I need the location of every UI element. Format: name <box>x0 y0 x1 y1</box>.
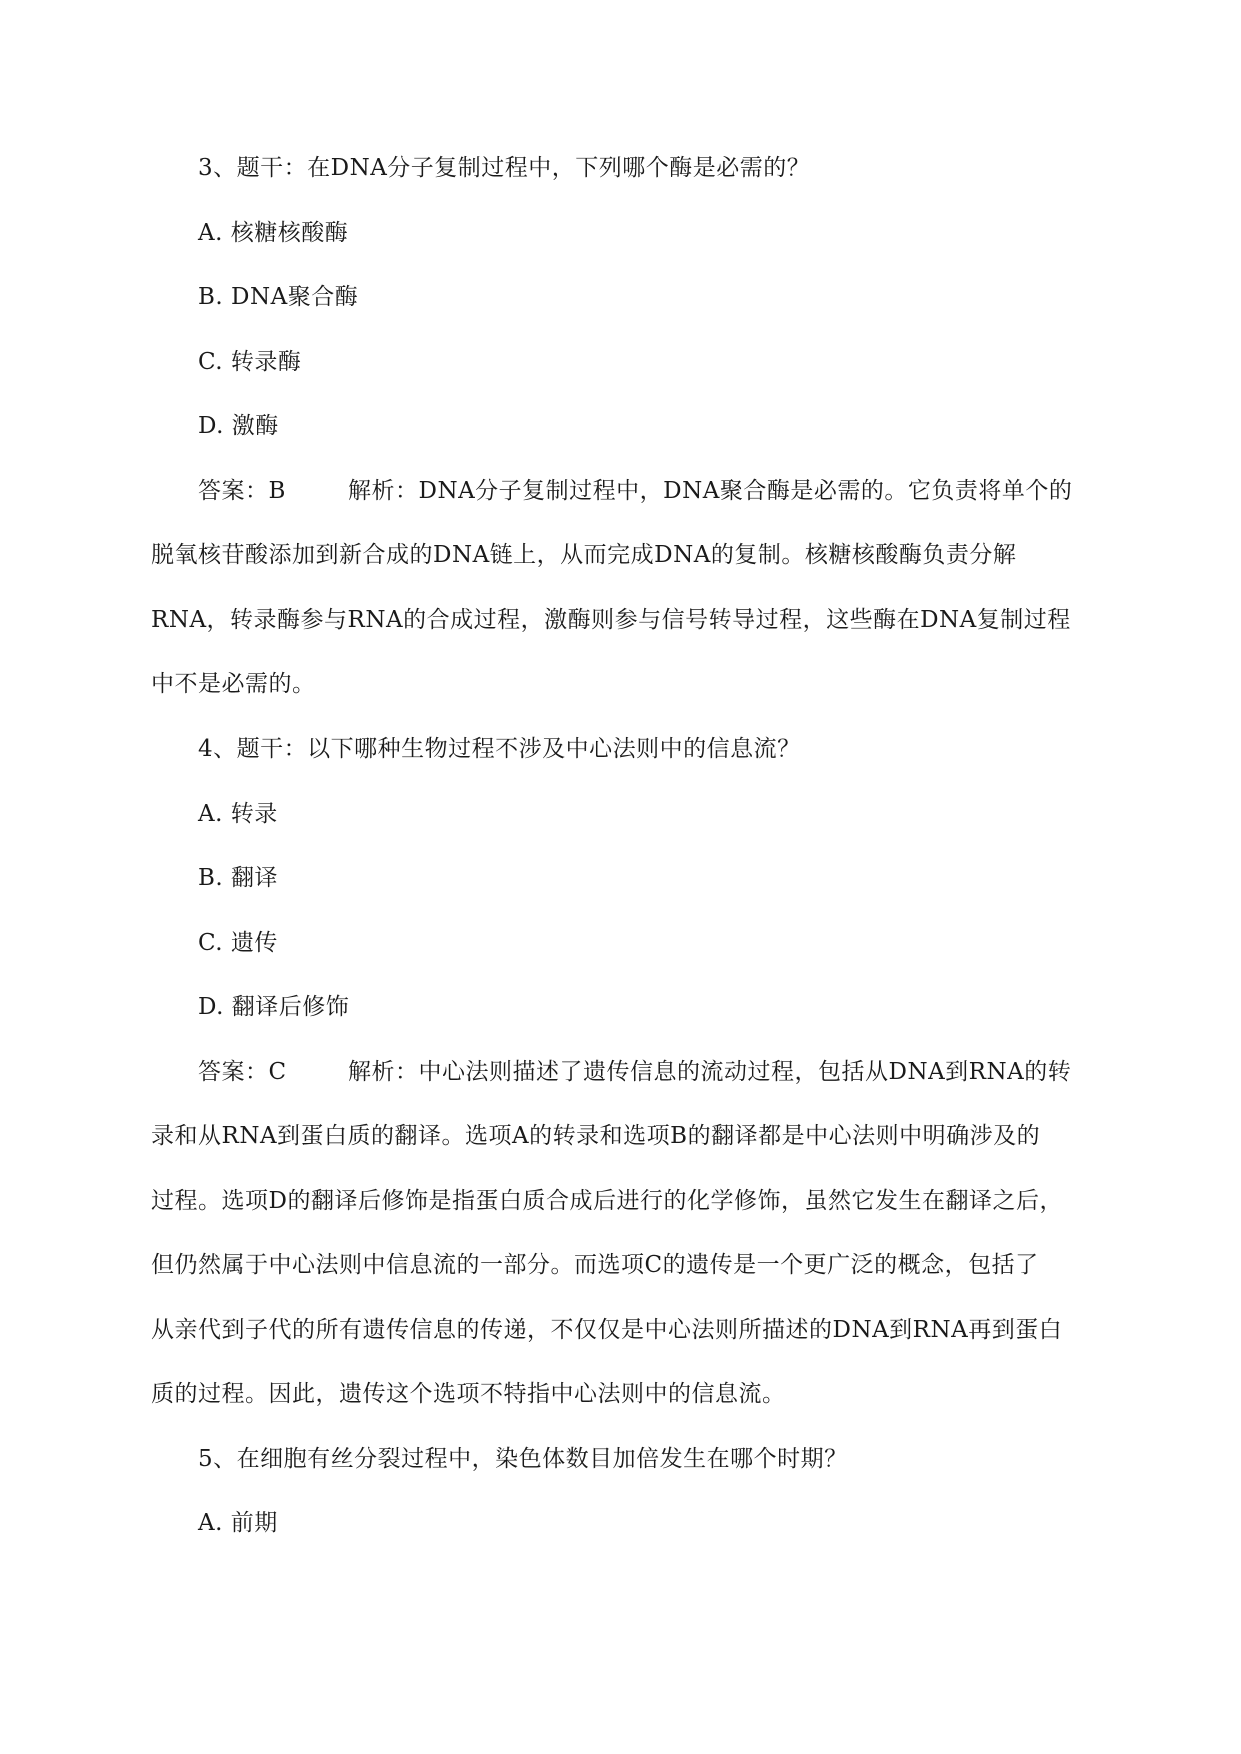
question-3-option-b: B. DNA聚合酶 <box>198 284 359 310</box>
question-4-option-a: A. 转录 <box>198 801 278 827</box>
question-4-analysis-line-5: 从亲代到子代的所有遗传信息的传递，不仅仅是中心法则所描述的DNA到RNA再到蛋白 <box>151 1317 1063 1343</box>
question-4-analysis-line-1: 解析：中心法则描述了遗传信息的流动过程，包括从DNA到RNA的转 <box>348 1059 1072 1085</box>
question-3-option-d: D. 激酶 <box>198 413 279 439</box>
question-4-analysis-line-4: 但仍然属于中心法则中信息流的一部分。而选项C的遗传是一个更广泛的概念，包括了 <box>151 1252 1039 1278</box>
question-5-option-a: A. 前期 <box>198 1510 278 1536</box>
question-4-answer: 答案：C <box>198 1059 287 1085</box>
question-4-stem: 4、题干：以下哪种生物过程不涉及中心法则中的信息流？ <box>198 736 801 762</box>
question-3-option-c: C. 转录酶 <box>198 349 302 375</box>
question-4-option-b: B. 翻译 <box>198 865 279 891</box>
question-4-analysis-line-2: 录和从RNA到蛋白质的翻译。选项A的转录和选项B的翻译都是中心法则中明确涉及的 <box>151 1123 1041 1149</box>
question-4-analysis-line-6: 质的过程。因此，遗传这个选项不特指中心法则中的信息流。 <box>151 1381 786 1407</box>
question-4-option-c: C. 遗传 <box>198 930 278 956</box>
question-4-option-d: D. 翻译后修饰 <box>198 994 350 1020</box>
question-4-analysis-line-3: 过程。选项D的翻译后修饰是指蛋白质合成后进行的化学修饰，虽然它发生在翻译之后， <box>151 1188 1063 1214</box>
question-3-analysis-line-3: RNA，转录酶参与RNA的合成过程，激酶则参与信号转导过程，这些酶在DNA复制过程 <box>151 607 1071 633</box>
question-3-answer: 答案：B <box>198 478 286 504</box>
question-4-answer-row <box>198 1057 1071 1087</box>
question-3-analysis-line-4: 中不是必需的。 <box>151 671 316 697</box>
question-3-answer-row <box>198 476 1072 506</box>
question-3-stem: 3、题干：在DNA分子复制过程中，下列哪个酶是必需的？ <box>198 155 811 181</box>
question-3-analysis-line-2: 脱氧核苷酸添加到新合成的DNA链上，从而完成DNA的复制。核糖核酸酶负责分解 <box>151 542 1017 568</box>
question-3-analysis-line-1: 解析：DNA分子复制过程中，DNA聚合酶是必需的。它负责将单个的 <box>348 478 1073 504</box>
question-3-option-a: A. 核糖核酸酶 <box>198 220 349 246</box>
question-5-stem: 5、在细胞有丝分裂过程中，染色体数目加倍发生在哪个时期？ <box>198 1446 848 1472</box>
